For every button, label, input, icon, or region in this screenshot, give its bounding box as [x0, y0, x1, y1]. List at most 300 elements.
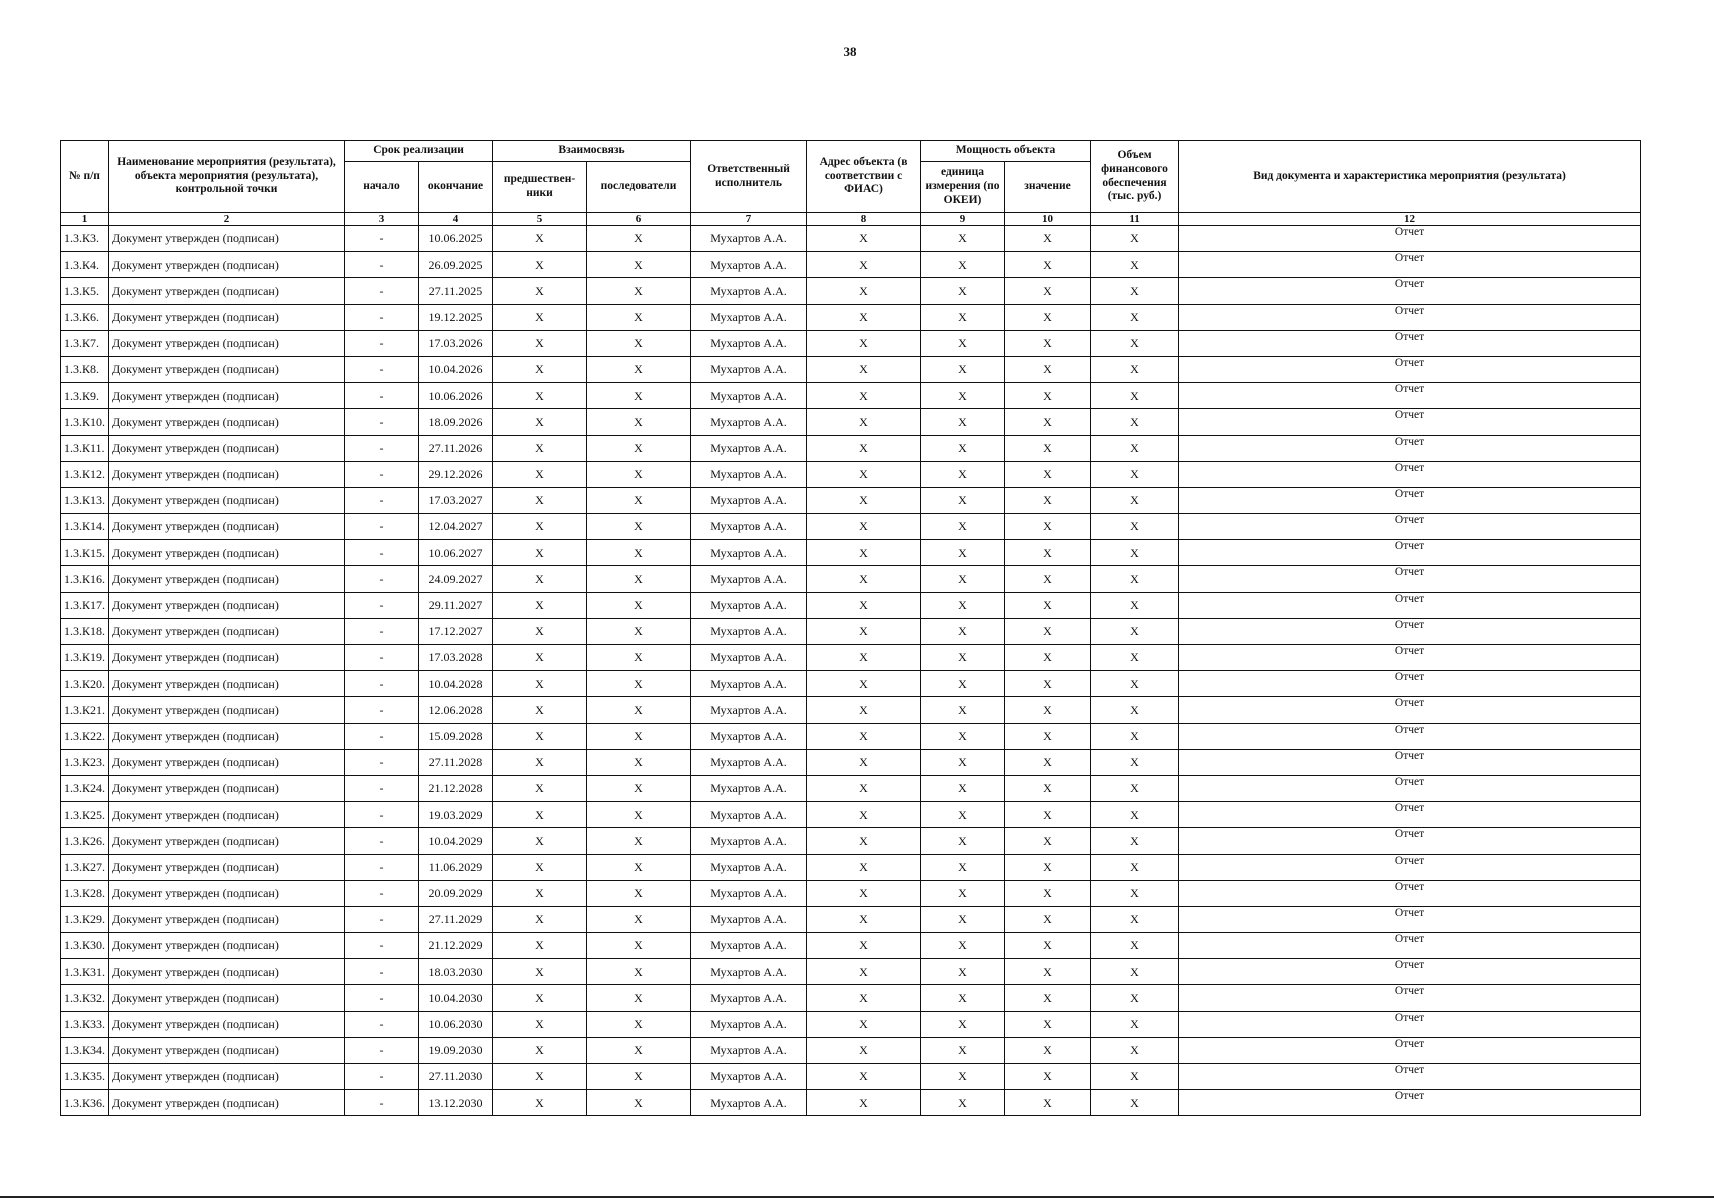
cell-predecessors: X [493, 1064, 587, 1090]
header-responsible: Ответственный исполнитель [691, 141, 807, 213]
schedule-table-container [60, 140, 1640, 1116]
cell-name: Документ утвержден (подписан) [109, 540, 345, 566]
cell-end: 10.04.2026 [419, 356, 493, 382]
table-row [61, 775, 1641, 801]
cell-responsible: Мухартов А.А. [691, 1090, 807, 1116]
cell-predecessors: X [493, 828, 587, 854]
cell-end: 19.09.2030 [419, 1037, 493, 1063]
cell-end: 19.12.2025 [419, 304, 493, 330]
header-finance: Объем финансового обеспечения (тыс. руб.) [1091, 141, 1179, 213]
cell-address: X [807, 618, 921, 644]
cell-address: X [807, 723, 921, 749]
cell-address: X [807, 304, 921, 330]
cell-responsible: Мухартов А.А. [691, 330, 807, 356]
cell-successors: X [587, 618, 691, 644]
cell-address: X [807, 592, 921, 618]
cell-successors: X [587, 435, 691, 461]
cell-document: Отчет [1179, 985, 1641, 1011]
cell-address: X [807, 933, 921, 959]
cell-responsible: Мухартов А.А. [691, 880, 807, 906]
cell-document: Отчет [1179, 1011, 1641, 1037]
cell-unit: X [921, 959, 1005, 985]
cell-predecessors: X [493, 356, 587, 382]
cell-number: 1.3.К6. [61, 304, 109, 330]
cell-end: 27.11.2026 [419, 435, 493, 461]
cell-start: - [345, 304, 419, 330]
cell-responsible: Мухартов А.А. [691, 1011, 807, 1037]
cell-document: Отчет [1179, 828, 1641, 854]
table-row [61, 304, 1641, 330]
cell-value: X [1005, 540, 1091, 566]
cell-number: 1.3.К12. [61, 461, 109, 487]
cell-responsible: Мухартов А.А. [691, 487, 807, 513]
cell-successors: X [587, 514, 691, 540]
cell-document: Отчет [1179, 356, 1641, 382]
cell-responsible: Мухартов А.А. [691, 802, 807, 828]
cell-unit: X [921, 1011, 1005, 1037]
table-row [61, 540, 1641, 566]
cell-value: X [1005, 671, 1091, 697]
header-end: окончание [419, 162, 493, 213]
table-row [61, 1011, 1641, 1037]
cell-finance: X [1091, 330, 1179, 356]
column-number: 7 [691, 213, 807, 226]
table-row [61, 880, 1641, 906]
cell-document: Отчет [1179, 487, 1641, 513]
cell-end: 10.06.2027 [419, 540, 493, 566]
cell-finance: X [1091, 985, 1179, 1011]
cell-document: Отчет [1179, 304, 1641, 330]
cell-predecessors: X [493, 749, 587, 775]
column-number: 8 [807, 213, 921, 226]
column-number: 4 [419, 213, 493, 226]
cell-predecessors: X [493, 645, 587, 671]
cell-end: 20.09.2029 [419, 880, 493, 906]
cell-unit: X [921, 1090, 1005, 1116]
cell-successors: X [587, 1064, 691, 1090]
column-number: 6 [587, 213, 691, 226]
column-number: 12 [1179, 213, 1641, 226]
cell-start: - [345, 540, 419, 566]
cell-finance: X [1091, 749, 1179, 775]
cell-finance: X [1091, 252, 1179, 278]
table-row [61, 435, 1641, 461]
cell-successors: X [587, 645, 691, 671]
cell-start: - [345, 461, 419, 487]
cell-start: - [345, 959, 419, 985]
cell-number: 1.3.К25. [61, 802, 109, 828]
cell-unit: X [921, 383, 1005, 409]
cell-start: - [345, 671, 419, 697]
cell-number: 1.3.К13. [61, 487, 109, 513]
scan-edge-line [0, 1196, 1714, 1198]
cell-successors: X [587, 592, 691, 618]
cell-unit: X [921, 409, 1005, 435]
cell-end: 18.09.2026 [419, 409, 493, 435]
cell-finance: X [1091, 487, 1179, 513]
cell-document: Отчет [1179, 618, 1641, 644]
cell-start: - [345, 645, 419, 671]
cell-successors: X [587, 1090, 691, 1116]
table-row [61, 933, 1641, 959]
cell-value: X [1005, 775, 1091, 801]
cell-predecessors: X [493, 959, 587, 985]
cell-successors: X [587, 775, 691, 801]
cell-unit: X [921, 592, 1005, 618]
cell-address: X [807, 959, 921, 985]
cell-successors: X [587, 226, 691, 252]
cell-value: X [1005, 697, 1091, 723]
cell-start: - [345, 828, 419, 854]
table-row [61, 959, 1641, 985]
cell-document: Отчет [1179, 775, 1641, 801]
cell-address: X [807, 749, 921, 775]
cell-responsible: Мухартов А.А. [691, 252, 807, 278]
cell-predecessors: X [493, 880, 587, 906]
cell-responsible: Мухартов А.А. [691, 514, 807, 540]
cell-value: X [1005, 985, 1091, 1011]
cell-responsible: Мухартов А.А. [691, 618, 807, 644]
cell-unit: X [921, 933, 1005, 959]
cell-value: X [1005, 749, 1091, 775]
cell-value: X [1005, 959, 1091, 985]
cell-end: 10.04.2028 [419, 671, 493, 697]
table-row [61, 671, 1641, 697]
cell-name: Документ утвержден (подписан) [109, 514, 345, 540]
cell-start: - [345, 383, 419, 409]
cell-name: Документ утвержден (подписан) [109, 461, 345, 487]
cell-address: X [807, 671, 921, 697]
header-address: Адрес объекта (в соответствии с ФИАС) [807, 141, 921, 213]
cell-value: X [1005, 880, 1091, 906]
cell-finance: X [1091, 1037, 1179, 1063]
cell-responsible: Мухартов А.А. [691, 828, 807, 854]
cell-predecessors: X [493, 461, 587, 487]
cell-name: Документ утвержден (подписан) [109, 802, 345, 828]
cell-address: X [807, 252, 921, 278]
cell-value: X [1005, 1090, 1091, 1116]
cell-value: X [1005, 1011, 1091, 1037]
cell-value: X [1005, 723, 1091, 749]
table-row [61, 592, 1641, 618]
cell-end: 26.09.2025 [419, 252, 493, 278]
column-number: 10 [1005, 213, 1091, 226]
cell-document: Отчет [1179, 566, 1641, 592]
cell-start: - [345, 514, 419, 540]
cell-predecessors: X [493, 278, 587, 304]
table-row [61, 278, 1641, 304]
cell-predecessors: X [493, 775, 587, 801]
header-successors: последователи [587, 162, 691, 213]
cell-start: - [345, 906, 419, 932]
cell-predecessors: X [493, 1090, 587, 1116]
cell-responsible: Мухартов А.А. [691, 226, 807, 252]
cell-number: 1.3.К11. [61, 435, 109, 461]
cell-address: X [807, 854, 921, 880]
cell-responsible: Мухартов А.А. [691, 749, 807, 775]
cell-end: 24.09.2027 [419, 566, 493, 592]
cell-responsible: Мухартов А.А. [691, 304, 807, 330]
cell-predecessors: X [493, 514, 587, 540]
cell-unit: X [921, 854, 1005, 880]
cell-start: - [345, 1090, 419, 1116]
cell-number: 1.3.К8. [61, 356, 109, 382]
cell-number: 1.3.К15. [61, 540, 109, 566]
cell-unit: X [921, 671, 1005, 697]
cell-start: - [345, 592, 419, 618]
cell-responsible: Мухартов А.А. [691, 906, 807, 932]
cell-end: 17.12.2027 [419, 618, 493, 644]
cell-successors: X [587, 906, 691, 932]
cell-address: X [807, 985, 921, 1011]
cell-start: - [345, 1037, 419, 1063]
cell-name: Документ утвержден (подписан) [109, 435, 345, 461]
cell-unit: X [921, 278, 1005, 304]
cell-name: Документ утвержден (подписан) [109, 304, 345, 330]
cell-address: X [807, 802, 921, 828]
cell-number: 1.3.К19. [61, 645, 109, 671]
cell-document: Отчет [1179, 252, 1641, 278]
cell-number: 1.3.К30. [61, 933, 109, 959]
column-number: 3 [345, 213, 419, 226]
cell-address: X [807, 880, 921, 906]
cell-start: - [345, 409, 419, 435]
cell-start: - [345, 723, 419, 749]
cell-number: 1.3.К14. [61, 514, 109, 540]
cell-responsible: Мухартов А.А. [691, 959, 807, 985]
cell-document: Отчет [1179, 461, 1641, 487]
column-number: 9 [921, 213, 1005, 226]
cell-end: 19.03.2029 [419, 802, 493, 828]
cell-document: Отчет [1179, 959, 1641, 985]
cell-number: 1.3.К10. [61, 409, 109, 435]
cell-unit: X [921, 566, 1005, 592]
cell-end: 17.03.2028 [419, 645, 493, 671]
cell-responsible: Мухартов А.А. [691, 592, 807, 618]
cell-finance: X [1091, 880, 1179, 906]
table-row [61, 514, 1641, 540]
cell-start: - [345, 749, 419, 775]
cell-document: Отчет [1179, 645, 1641, 671]
cell-number: 1.3.К5. [61, 278, 109, 304]
cell-finance: X [1091, 304, 1179, 330]
cell-successors: X [587, 854, 691, 880]
cell-successors: X [587, 880, 691, 906]
cell-name: Документ утвержден (подписан) [109, 985, 345, 1011]
cell-finance: X [1091, 226, 1179, 252]
cell-end: 29.12.2026 [419, 461, 493, 487]
table-row [61, 252, 1641, 278]
cell-finance: X [1091, 1064, 1179, 1090]
cell-value: X [1005, 828, 1091, 854]
cell-name: Документ утвержден (подписан) [109, 645, 345, 671]
cell-start: - [345, 278, 419, 304]
cell-number: 1.3.К17. [61, 592, 109, 618]
cell-successors: X [587, 409, 691, 435]
cell-address: X [807, 697, 921, 723]
header-unit: единица измерения (по ОКЕИ) [921, 162, 1005, 213]
cell-number: 1.3.К20. [61, 671, 109, 697]
cell-start: - [345, 985, 419, 1011]
cell-value: X [1005, 933, 1091, 959]
cell-name: Документ утвержден (подписан) [109, 1011, 345, 1037]
cell-end: 13.12.2030 [419, 1090, 493, 1116]
table-row [61, 723, 1641, 749]
cell-unit: X [921, 802, 1005, 828]
cell-successors: X [587, 540, 691, 566]
cell-finance: X [1091, 906, 1179, 932]
cell-responsible: Мухартов А.А. [691, 356, 807, 382]
cell-finance: X [1091, 1011, 1179, 1037]
cell-start: - [345, 566, 419, 592]
table-row [61, 645, 1641, 671]
cell-successors: X [587, 828, 691, 854]
cell-finance: X [1091, 514, 1179, 540]
cell-unit: X [921, 435, 1005, 461]
cell-finance: X [1091, 1090, 1179, 1116]
cell-unit: X [921, 1037, 1005, 1063]
header-group-link: Взаимосвязь [493, 141, 691, 162]
cell-document: Отчет [1179, 1090, 1641, 1116]
cell-address: X [807, 330, 921, 356]
cell-number: 1.3.К23. [61, 749, 109, 775]
cell-document: Отчет [1179, 330, 1641, 356]
header-num: № п/п [61, 141, 109, 213]
cell-responsible: Мухартов А.А. [691, 933, 807, 959]
cell-successors: X [587, 566, 691, 592]
cell-predecessors: X [493, 226, 587, 252]
cell-unit: X [921, 304, 1005, 330]
cell-unit: X [921, 540, 1005, 566]
cell-finance: X [1091, 854, 1179, 880]
cell-predecessors: X [493, 671, 587, 697]
cell-finance: X [1091, 618, 1179, 644]
cell-end: 15.09.2028 [419, 723, 493, 749]
cell-finance: X [1091, 383, 1179, 409]
cell-name: Документ утвержден (подписан) [109, 1090, 345, 1116]
cell-name: Документ утвержден (подписан) [109, 356, 345, 382]
cell-number: 1.3.К32. [61, 985, 109, 1011]
cell-end: 10.06.2026 [419, 383, 493, 409]
cell-successors: X [587, 671, 691, 697]
cell-value: X [1005, 906, 1091, 932]
cell-finance: X [1091, 933, 1179, 959]
cell-address: X [807, 514, 921, 540]
cell-document: Отчет [1179, 723, 1641, 749]
cell-end: 27.11.2025 [419, 278, 493, 304]
cell-value: X [1005, 226, 1091, 252]
cell-finance: X [1091, 645, 1179, 671]
cell-predecessors: X [493, 566, 587, 592]
cell-value: X [1005, 304, 1091, 330]
cell-start: - [345, 356, 419, 382]
cell-start: - [345, 880, 419, 906]
cell-value: X [1005, 278, 1091, 304]
table-row [61, 356, 1641, 382]
cell-end: 17.03.2027 [419, 487, 493, 513]
cell-number: 1.3.К9. [61, 383, 109, 409]
cell-successors: X [587, 487, 691, 513]
header-group-period: Срок реализации [345, 141, 493, 162]
cell-number: 1.3.К18. [61, 618, 109, 644]
cell-successors: X [587, 985, 691, 1011]
cell-name: Документ утвержден (подписан) [109, 487, 345, 513]
cell-predecessors: X [493, 618, 587, 644]
cell-finance: X [1091, 540, 1179, 566]
cell-number: 1.3.К36. [61, 1090, 109, 1116]
cell-start: - [345, 854, 419, 880]
table-row [61, 618, 1641, 644]
cell-unit: X [921, 330, 1005, 356]
column-number: 5 [493, 213, 587, 226]
cell-name: Документ утвержден (подписан) [109, 671, 345, 697]
cell-predecessors: X [493, 383, 587, 409]
cell-name: Документ утвержден (подписан) [109, 566, 345, 592]
cell-responsible: Мухартов А.А. [691, 566, 807, 592]
cell-successors: X [587, 278, 691, 304]
cell-name: Документ утвержден (подписан) [109, 592, 345, 618]
cell-predecessors: X [493, 304, 587, 330]
cell-end: 11.06.2029 [419, 854, 493, 880]
cell-unit: X [921, 775, 1005, 801]
cell-document: Отчет [1179, 1064, 1641, 1090]
cell-end: 10.04.2030 [419, 985, 493, 1011]
cell-name: Документ утвержден (подписан) [109, 854, 345, 880]
cell-responsible: Мухартов А.А. [691, 461, 807, 487]
cell-unit: X [921, 828, 1005, 854]
cell-successors: X [587, 959, 691, 985]
table-row [61, 461, 1641, 487]
cell-successors: X [587, 383, 691, 409]
cell-name: Документ утвержден (подписан) [109, 226, 345, 252]
cell-responsible: Мухартов А.А. [691, 723, 807, 749]
cell-name: Документ утвержден (подписан) [109, 697, 345, 723]
cell-responsible: Мухартов А.А. [691, 383, 807, 409]
cell-successors: X [587, 723, 691, 749]
cell-document: Отчет [1179, 514, 1641, 540]
cell-responsible: Мухартов А.А. [691, 775, 807, 801]
table-row [61, 383, 1641, 409]
column-number-row [61, 213, 1641, 226]
cell-document: Отчет [1179, 592, 1641, 618]
cell-value: X [1005, 383, 1091, 409]
column-number: 11 [1091, 213, 1179, 226]
cell-document: Отчет [1179, 933, 1641, 959]
cell-predecessors: X [493, 697, 587, 723]
cell-start: - [345, 435, 419, 461]
cell-finance: X [1091, 409, 1179, 435]
cell-unit: X [921, 487, 1005, 513]
cell-address: X [807, 566, 921, 592]
cell-number: 1.3.К26. [61, 828, 109, 854]
cell-value: X [1005, 252, 1091, 278]
table-row [61, 330, 1641, 356]
cell-start: - [345, 802, 419, 828]
cell-responsible: Мухартов А.А. [691, 435, 807, 461]
cell-finance: X [1091, 461, 1179, 487]
cell-document: Отчет [1179, 435, 1641, 461]
cell-predecessors: X [493, 330, 587, 356]
cell-finance: X [1091, 697, 1179, 723]
cell-unit: X [921, 985, 1005, 1011]
cell-name: Документ утвержден (подписан) [109, 409, 345, 435]
page-number: 38 [843, 44, 857, 59]
cell-finance: X [1091, 802, 1179, 828]
cell-start: - [345, 1011, 419, 1037]
cell-value: X [1005, 409, 1091, 435]
cell-successors: X [587, 802, 691, 828]
cell-name: Документ утвержден (подписан) [109, 828, 345, 854]
